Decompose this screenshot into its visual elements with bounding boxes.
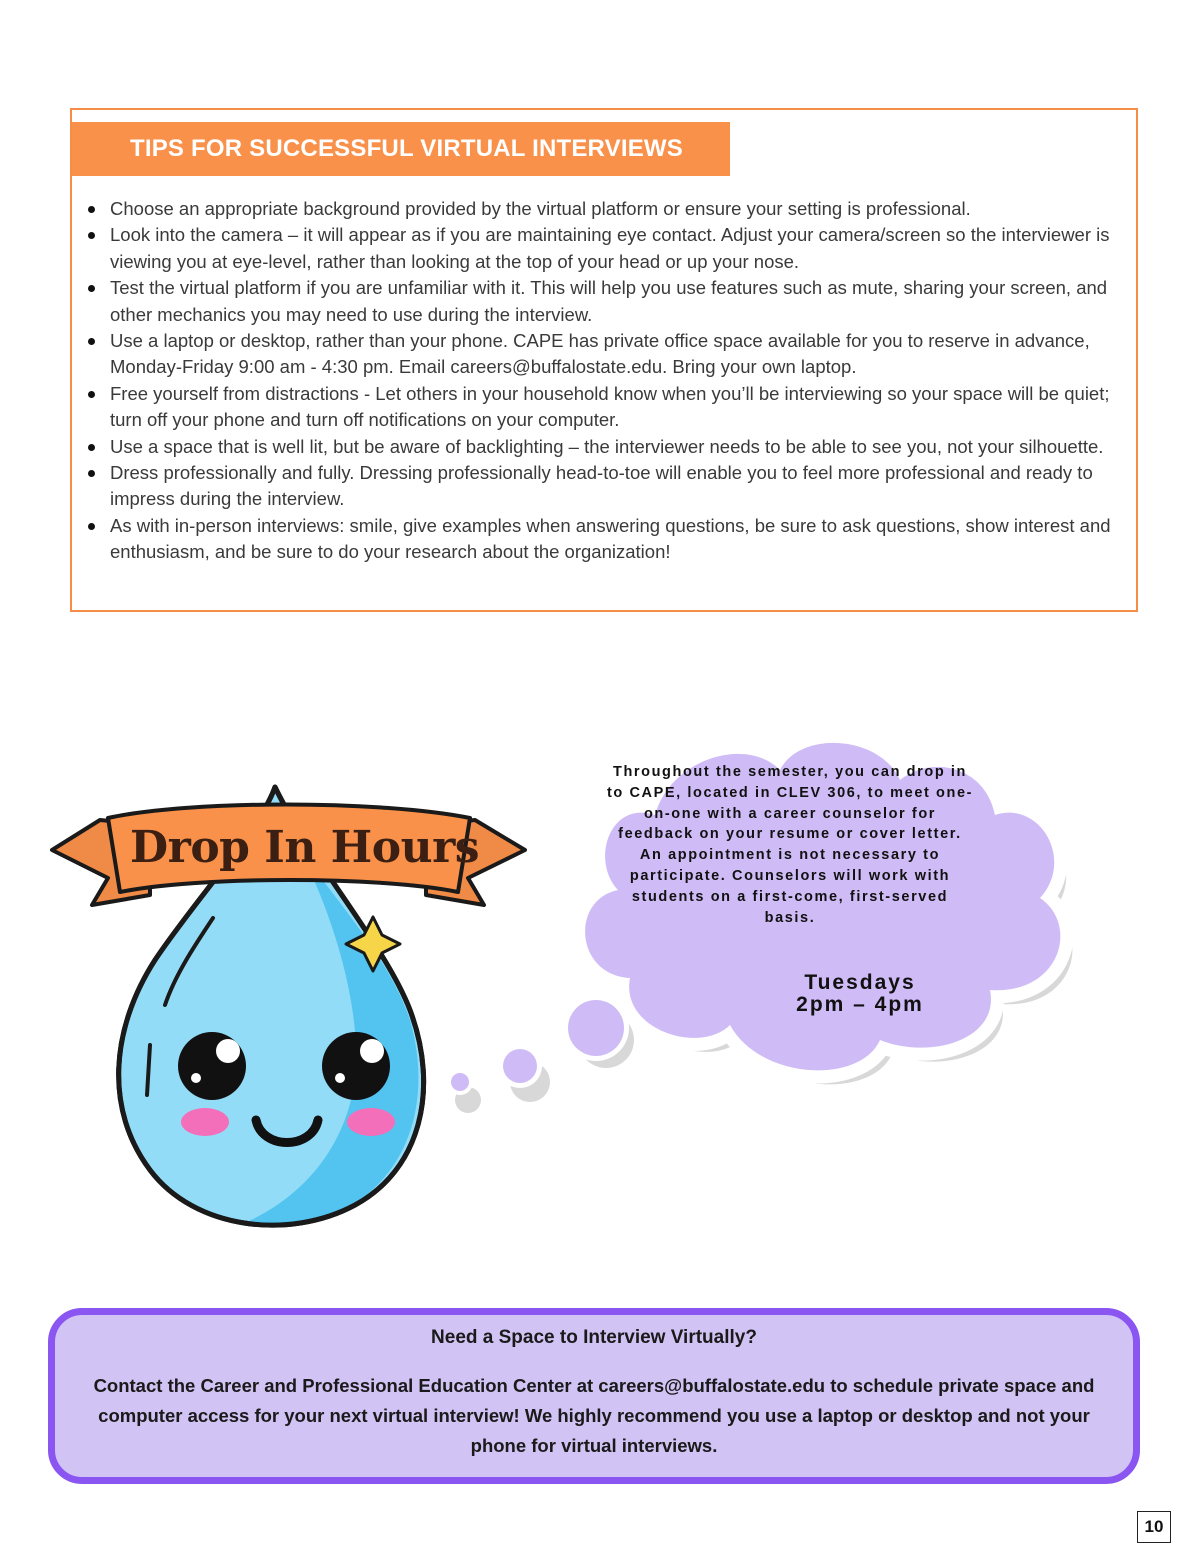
drop-in-time: 2pm – 4pm — [796, 993, 924, 1016]
drop-in-schedule — [770, 972, 950, 1016]
tips-box — [70, 108, 1138, 612]
tip-item: Test the virtual platform if you are unfamiliar with it. This will help you use features such as mute, sharing your screen, and other mechanics you may need to use during the interview. — [110, 275, 1122, 328]
virtual-space-body: Contact the Career and Professional Education Center at careers@buffalostate.edu to schedule private space and computer access for your next virtual interview! We highly recommend you use a laptop or desktop and not your phone for virtual interviews. — [93, 1375, 1095, 1456]
virtual-space-box — [48, 1308, 1140, 1484]
tip-item: Dress professionally and fully. Dressing professionally head-to-toe will enable you to feel more professional and ready to impress during the interview. — [110, 460, 1122, 513]
tip-item: Use a laptop or desktop, rather than your phone. CAPE has private office space available for you to reserve in advance, Monday-Friday 9:00 am - 4:30 pm. Email careers@buffalostate.edu. Bring your own laptop. — [110, 328, 1122, 381]
drop-in-day: Tuesdays — [804, 971, 916, 994]
drop-in-description-1: Throughout the semester, you can drop in to CAPE, located in CLEV 306, to meet one-on-one with a career counselor for feedback on your resume or cover letter. — [606, 764, 974, 843]
tip-item: Use a space that is well lit, but be aware of backlighting – the interviewer needs to be able to see you, not your silhouette. — [110, 434, 1122, 460]
tips-list — [110, 196, 1122, 566]
page-number: 10 — [1137, 1511, 1171, 1543]
tip-item: As with in-person interviews: smile, give examples when answering questions, be sure to ask questions, show interest and enthusiasm, and be sure to do your research about the organization! — [110, 513, 1122, 566]
drop-in-hours-title: Drop In Hours — [130, 822, 480, 873]
tips-title: TIPS FOR SUCCESSFUL VIRTUAL INTERVIEWS — [72, 122, 730, 176]
tip-item: Look into the camera – it will appear as if you are maintaining eye contact. Adjust your camera/screen so the interviewer is viewing you at eye-level, rather than looking at the top of your head or up your nose. — [110, 222, 1122, 275]
virtual-space-title: Need a Space to Interview Virtually? — [431, 1327, 757, 1348]
drop-in-description-2: An appointment is not necessary to participate. Counselors will work with students on a first-come, first-served basis. — [629, 847, 951, 926]
drop-in-illustration — [0, 640, 1200, 1260]
tip-item: Choose an appropriate background provided by the virtual platform or ensure your setting is professional. — [110, 196, 1122, 222]
tip-item: Free yourself from distractions - Let others in your household know when you’ll be interviewing so your space will be quiet; turn off your phone and turn off notifications on your computer. — [110, 381, 1122, 434]
drop-in-description — [604, 762, 976, 928]
